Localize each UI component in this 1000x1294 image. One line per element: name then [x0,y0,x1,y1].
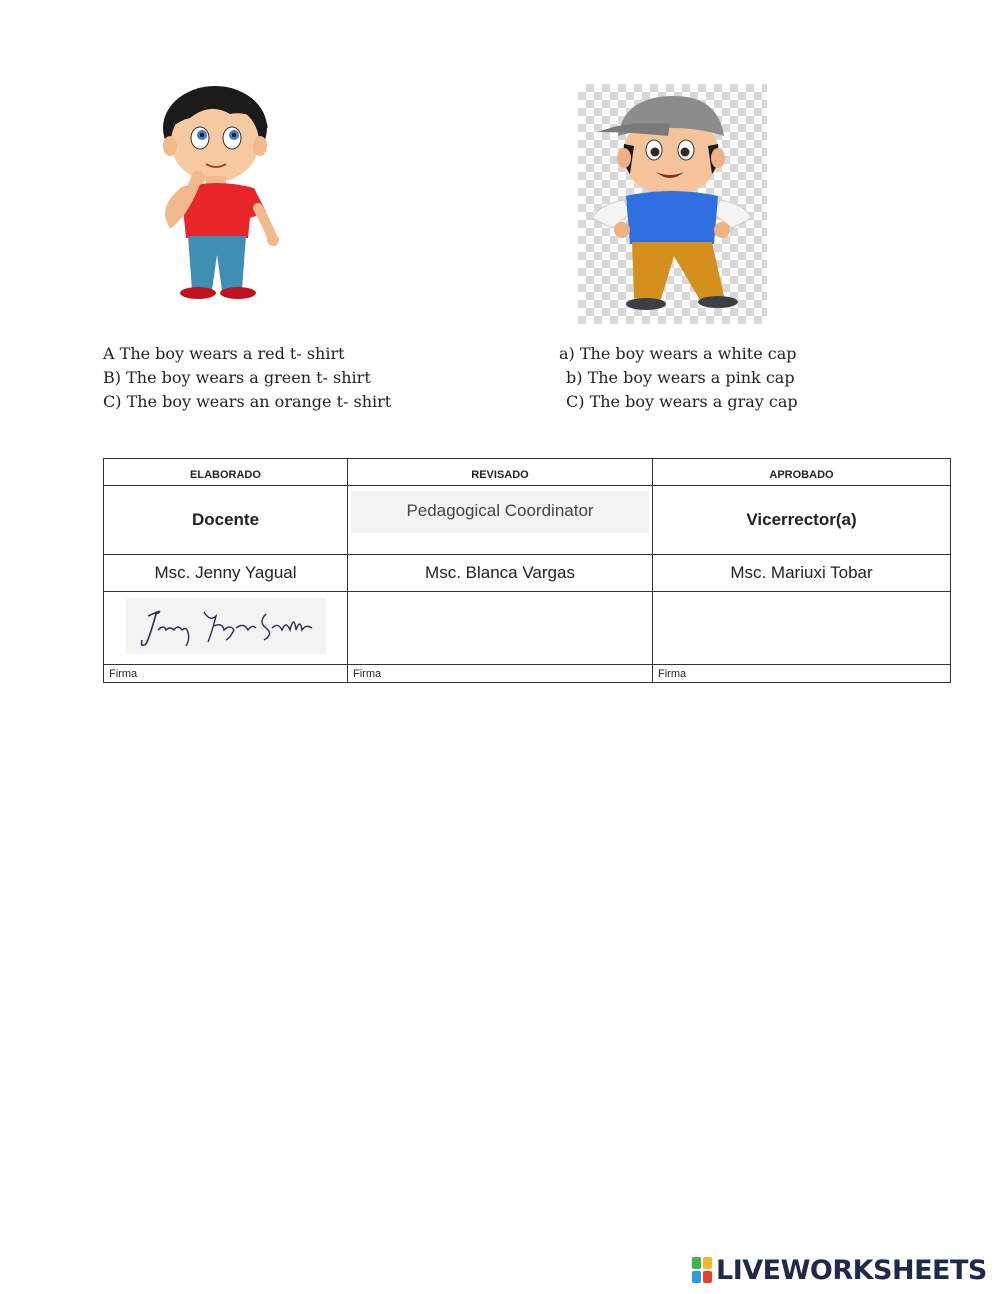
role-docente: Docente [104,486,348,555]
name-aprobado: Msc. Mariuxi Tobar [653,555,951,592]
role-vicerrector: Vicerrector(a) [653,486,951,555]
option-white-cap[interactable]: a) The boy wears a white cap [559,344,797,363]
logo-text: LIVEWORKSHEETS [716,1254,987,1286]
name-revisado: Msc. Blanca Vargas [348,555,653,592]
question2-options [559,342,798,414]
option-orange-tshirt[interactable]: C) The boy wears an orange t- shirt [103,392,392,411]
handwritten-signature [126,596,326,656]
table-role-row [104,486,951,555]
signature-aprobado [653,592,951,665]
firma-label-elaborado: Firma [104,665,348,683]
approval-table [103,458,951,683]
table-firma-row [104,665,951,683]
option-green-tshirt[interactable]: B) The boy wears a green t- shirt [103,368,371,387]
option-pink-cap[interactable]: b) The boy wears a pink cap [566,368,795,387]
live-badge-icon [692,1257,712,1283]
header-revisado: REVISADO [348,459,653,486]
option-gray-cap[interactable]: C) The boy wears a gray cap [566,392,798,411]
firma-label-revisado: Firma [348,665,653,683]
firma-label-aprobado: Firma [653,665,951,683]
table-names-row [104,555,951,592]
boy-red-shirt-illustration [150,80,290,305]
liveworksheets-logo [692,1255,987,1285]
table-header-row [104,459,951,486]
role-coordinator-cell [348,486,653,555]
table-signature-row [104,592,951,665]
header-aprobado: APROBADO [653,459,951,486]
name-elaborado: Msc. Jenny Yagual [104,555,348,592]
signature-revisado [348,592,653,665]
boy-gray-cap-illustration [578,84,767,324]
question1-options [103,342,391,414]
option-red-tshirt[interactable]: A The boy wears a red t- shirt [103,344,345,363]
signature-elaborado [104,592,348,665]
header-elaborado: ELABORADO [104,459,348,486]
role-coordinator: Pedagogical Coordinator [351,491,649,533]
